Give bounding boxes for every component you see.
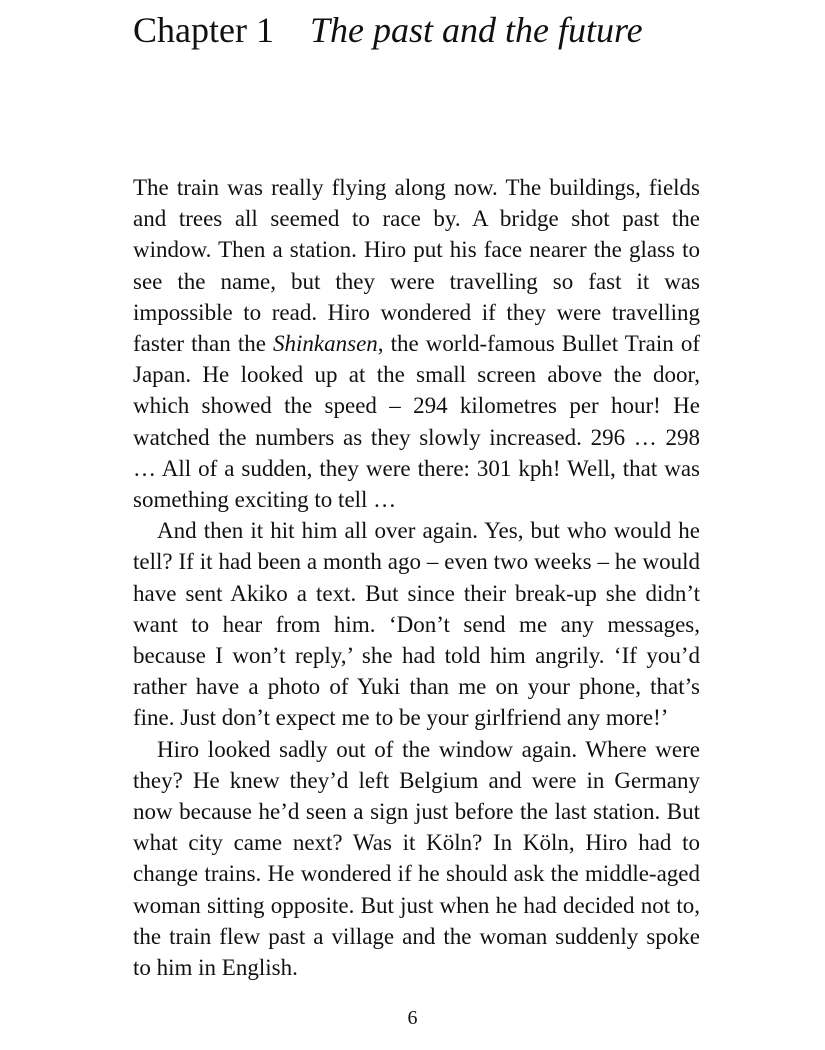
paragraph-1-after: , the world-famous Bullet Train of Japan. He looked up at the small screen above the door, which showed the speed – 294 kilometres per hour! He watched the numbers as they slowly increased. 296 … 298 … All of a sudden, they were there: 301 kph! Well, that was something exciting to tell … xyxy=(133,331,700,513)
body-text xyxy=(133,172,700,983)
paragraph-3: Hiro looked sadly out of the window again. Where were they? He knew they’d left Belgium and were in Germany now because he’d seen a sign just before the last station. But what city came next? Was it Köln? In Köln, Hiro had to change trains. He wondered if he should ask the middle-aged woman sitting opposite. But just when he had decided not to, the train flew past a village and the woman suddenly spoke to him in English. xyxy=(133,736,700,981)
paragraph-1-emphasis: Shinkansen xyxy=(273,331,378,357)
chapter-label: Chapter 1 xyxy=(133,10,274,50)
paragraph-2: And then it hit him all over again. Yes, but who would he tell? If it had been a month ago – even two weeks – he would have sent Akiko a text. But since their break-up she didn’t want to hear from him. ‘Don’t send me any messages, because I won’t reply,’ she had told him angrily. ‘If you’d rather have a photo of Yuki than me on your phone, that’s fine. Just don’t expect me to be your girlfriend any more!’ xyxy=(133,518,700,731)
chapter-heading xyxy=(133,6,713,54)
paragraph-1-before: The train was really flying along now. The buildings, fields and trees all seemed to race by. A bridge shot past the window. Then a station. Hiro put his face nearer the glass to see the name, but they were travelling so fast it was impossible to read. Hiro wondered if they were travelling faster than the xyxy=(133,175,700,357)
chapter-title: The past and the future xyxy=(309,10,643,50)
paragraph-1 xyxy=(133,172,700,515)
page-number: 6 xyxy=(407,1007,418,1029)
